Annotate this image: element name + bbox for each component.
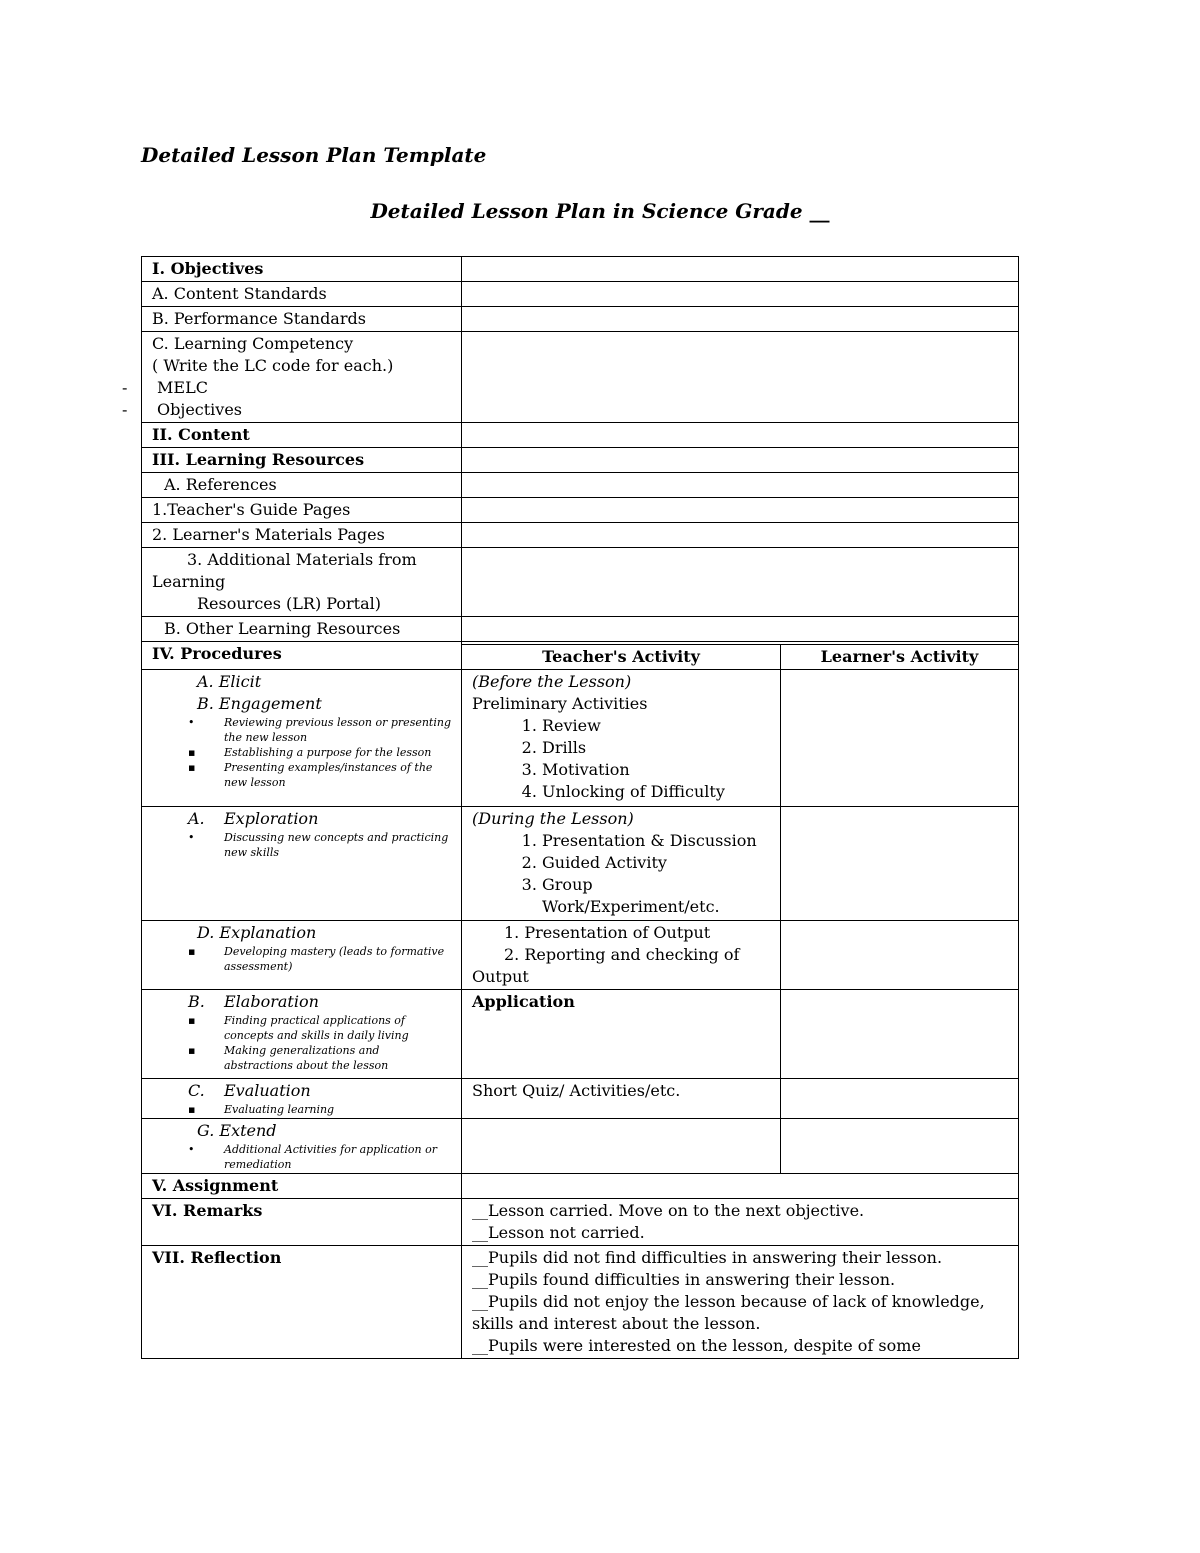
label-explanation — [142, 921, 462, 990]
label-other-resources: B. Other Learning Resources — [142, 617, 462, 642]
row-performance-standards — [142, 307, 1019, 332]
lesson-plan-table — [122, 256, 1019, 1359]
teacher-elaboration: Application — [462, 990, 781, 1079]
objectives-sub-label: Objectives — [157, 400, 243, 419]
label-learning-competency — [122, 332, 462, 423]
explanation-item-1: 1. Presentation of Output — [504, 923, 711, 942]
row-learning-resources — [142, 448, 1019, 473]
during-item: 3. Group Work/Experiment/etc. — [542, 874, 770, 918]
engage-bullet-1: • Reviewing previous lesson or presenting the new lesson — [152, 715, 451, 745]
header-learners-activity: Learner's Activity — [781, 645, 1019, 670]
exploration-bullet: • Discussing new concepts and practicing new skills — [152, 830, 451, 860]
value-remarks — [462, 1199, 1019, 1246]
learner-exploration[interactable] — [781, 807, 1019, 921]
label-remarks: VI. Remarks — [142, 1199, 462, 1246]
header-teachers-activity: Teacher's Activity — [462, 645, 781, 670]
learning-competency-title: C. Learning Competency — [152, 334, 354, 353]
reflection-line: __Pupils found difficulties in answering their lesson. — [472, 1270, 896, 1289]
exploration-label: Exploration — [224, 809, 319, 828]
value-other-resources[interactable] — [462, 617, 1019, 642]
elaboration-letter: B. — [188, 992, 205, 1011]
value-learning-resources[interactable] — [462, 448, 1019, 473]
value-performance-standards[interactable] — [462, 307, 1019, 332]
exploration-heading — [152, 808, 451, 830]
teacher-explanation — [462, 921, 781, 990]
evaluation-letter: C. — [188, 1081, 205, 1100]
label-reflection: VII. Reflection — [142, 1246, 462, 1359]
lc-code-note: ( Write the LC code for each.) — [152, 356, 394, 375]
additional-materials-line-3: Resources (LR) Portal) — [197, 594, 382, 613]
document-subtitle: Detailed Lesson Plan in Science Grade __ — [370, 199, 830, 223]
dash-symbol: - — [122, 378, 128, 397]
row-evaluation — [142, 1079, 1019, 1119]
label-learners-materials: 2. Learner's Materials Pages — [142, 523, 462, 548]
label-procedures: IV. Procedures — [142, 642, 462, 670]
dash-symbol: - — [122, 400, 128, 419]
row-references — [142, 473, 1019, 498]
row-content — [142, 423, 1019, 448]
teacher-exploration — [462, 807, 781, 921]
value-learning-competency[interactable] — [462, 332, 1019, 423]
learner-elaboration[interactable] — [781, 990, 1019, 1079]
learner-evaluation[interactable] — [781, 1079, 1019, 1119]
elaboration-bullet-1: ▪ Finding practical applications of concepts and skills in daily living — [152, 1013, 451, 1043]
during-item: 1. Presentation & Discussion — [542, 830, 770, 852]
row-explanation — [142, 921, 1019, 990]
elaboration-label: Elaboration — [224, 992, 319, 1011]
row-elaboration — [142, 990, 1019, 1079]
label-performance-standards: B. Performance Standards — [142, 307, 462, 332]
extend-bullet: • Additional Activities for application or remediation — [152, 1142, 451, 1172]
elaboration-bullet-2: ▪ Making generalizations and abstractions about the lesson — [152, 1043, 451, 1073]
objectives-line — [122, 399, 451, 421]
during-item: 2. Guided Activity — [542, 852, 770, 874]
row-objectives — [142, 257, 1019, 282]
value-learners-materials[interactable] — [462, 523, 1019, 548]
extend-label: G. Extend — [197, 1121, 277, 1140]
during-lesson-label: (During the Lesson) — [472, 809, 634, 828]
row-assignment — [142, 1174, 1019, 1199]
row-elicit-engagement — [142, 670, 1019, 807]
remark-line: __Lesson not carried. — [472, 1223, 645, 1242]
evaluation-bullet: ▪ Evaluating learning — [152, 1102, 451, 1117]
engage-bullet-2: ▪ Establishing a purpose for the lesson — [152, 745, 451, 760]
label-evaluation — [142, 1079, 462, 1119]
value-teachers-guide[interactable] — [462, 498, 1019, 523]
additional-materials-line-2: Learning — [152, 572, 226, 591]
preliminary-item: 4. Unlocking of Difficulty — [542, 781, 770, 803]
before-lesson-label: (Before the Lesson) — [472, 672, 632, 691]
preliminary-label: Preliminary Activities — [472, 694, 648, 713]
value-reflection — [462, 1246, 1019, 1359]
learner-explanation[interactable] — [781, 921, 1019, 990]
label-elaboration — [142, 990, 462, 1079]
reflection-line: __Pupils were interested on the lesson, despite of some — [472, 1336, 921, 1355]
exploration-letter: A. — [188, 809, 205, 828]
reflection-line: __Pupils did not enjoy the lesson because of lack of knowledge, skills and interest about the lesson. — [472, 1292, 985, 1333]
remark-line: __Lesson carried. Move on to the next objective. — [472, 1201, 865, 1220]
value-references[interactable] — [462, 473, 1019, 498]
row-remarks — [142, 1199, 1019, 1246]
explanation-item-2: 2. Reporting and checking of — [504, 945, 740, 964]
during-list — [472, 830, 770, 918]
teacher-extend[interactable] — [462, 1119, 781, 1174]
label-content-standards: A. Content Standards — [142, 282, 462, 307]
row-reflection — [142, 1246, 1019, 1359]
explanation-label: D. Explanation — [197, 923, 317, 942]
evaluation-label: Evaluation — [224, 1081, 311, 1100]
document-title: Detailed Lesson Plan Template — [141, 143, 487, 167]
label-objectives: I. Objectives — [142, 257, 462, 282]
elicit-label: A. Elicit — [197, 672, 262, 691]
row-teachers-guide — [142, 498, 1019, 523]
preliminary-item: 3. Motivation — [542, 759, 770, 781]
label-additional-materials — [142, 548, 462, 617]
row-learning-competency — [142, 332, 1019, 423]
label-teachers-guide: 1.Teacher's Guide Pages — [142, 498, 462, 523]
row-other-resources — [142, 617, 1019, 642]
value-content[interactable] — [462, 423, 1019, 448]
teacher-elicit-engagement — [462, 670, 781, 807]
explanation-item-2-cont: Output — [472, 967, 529, 986]
learner-elicit-engagement[interactable] — [781, 670, 1019, 807]
reflection-line: __Pupils did not find difficulties in answering their lesson. — [472, 1248, 943, 1267]
teacher-evaluation: Short Quiz/ Activities/etc. — [462, 1079, 781, 1119]
row-exploration — [142, 807, 1019, 921]
label-elicit-engagement — [142, 670, 462, 807]
value-additional-materials[interactable] — [462, 548, 1019, 617]
row-content-standards — [142, 282, 1019, 307]
label-content: II. Content — [142, 423, 462, 448]
label-extend — [142, 1119, 462, 1174]
learner-extend[interactable] — [781, 1119, 1019, 1174]
additional-materials-line-1: 3. Additional Materials from — [187, 550, 417, 569]
explanation-bullet: ▪ Developing mastery (leads to formative assessment) — [152, 944, 451, 974]
row-extend — [142, 1119, 1019, 1174]
preliminary-item: 1. Review — [542, 715, 770, 737]
engagement-label: B. Engagement — [197, 694, 322, 713]
melc-label: MELC — [157, 378, 208, 397]
label-references: A. References — [142, 473, 462, 498]
evaluation-heading — [152, 1080, 451, 1102]
preliminary-item: 2. Drills — [542, 737, 770, 759]
row-learners-materials — [142, 523, 1019, 548]
engage-bullet-3: ▪ Presenting examples/instances of the new lesson — [152, 760, 451, 790]
value-content-standards[interactable] — [462, 282, 1019, 307]
elaboration-heading — [152, 991, 451, 1013]
label-learning-resources: III. Learning Resources — [142, 448, 462, 473]
row-additional-materials — [142, 548, 1019, 617]
label-exploration — [142, 807, 462, 921]
value-assignment[interactable] — [462, 1174, 1019, 1199]
value-objectives[interactable] — [462, 257, 1019, 282]
label-assignment: V. Assignment — [142, 1174, 462, 1199]
preliminary-list — [472, 715, 770, 803]
melc-line — [122, 377, 451, 399]
